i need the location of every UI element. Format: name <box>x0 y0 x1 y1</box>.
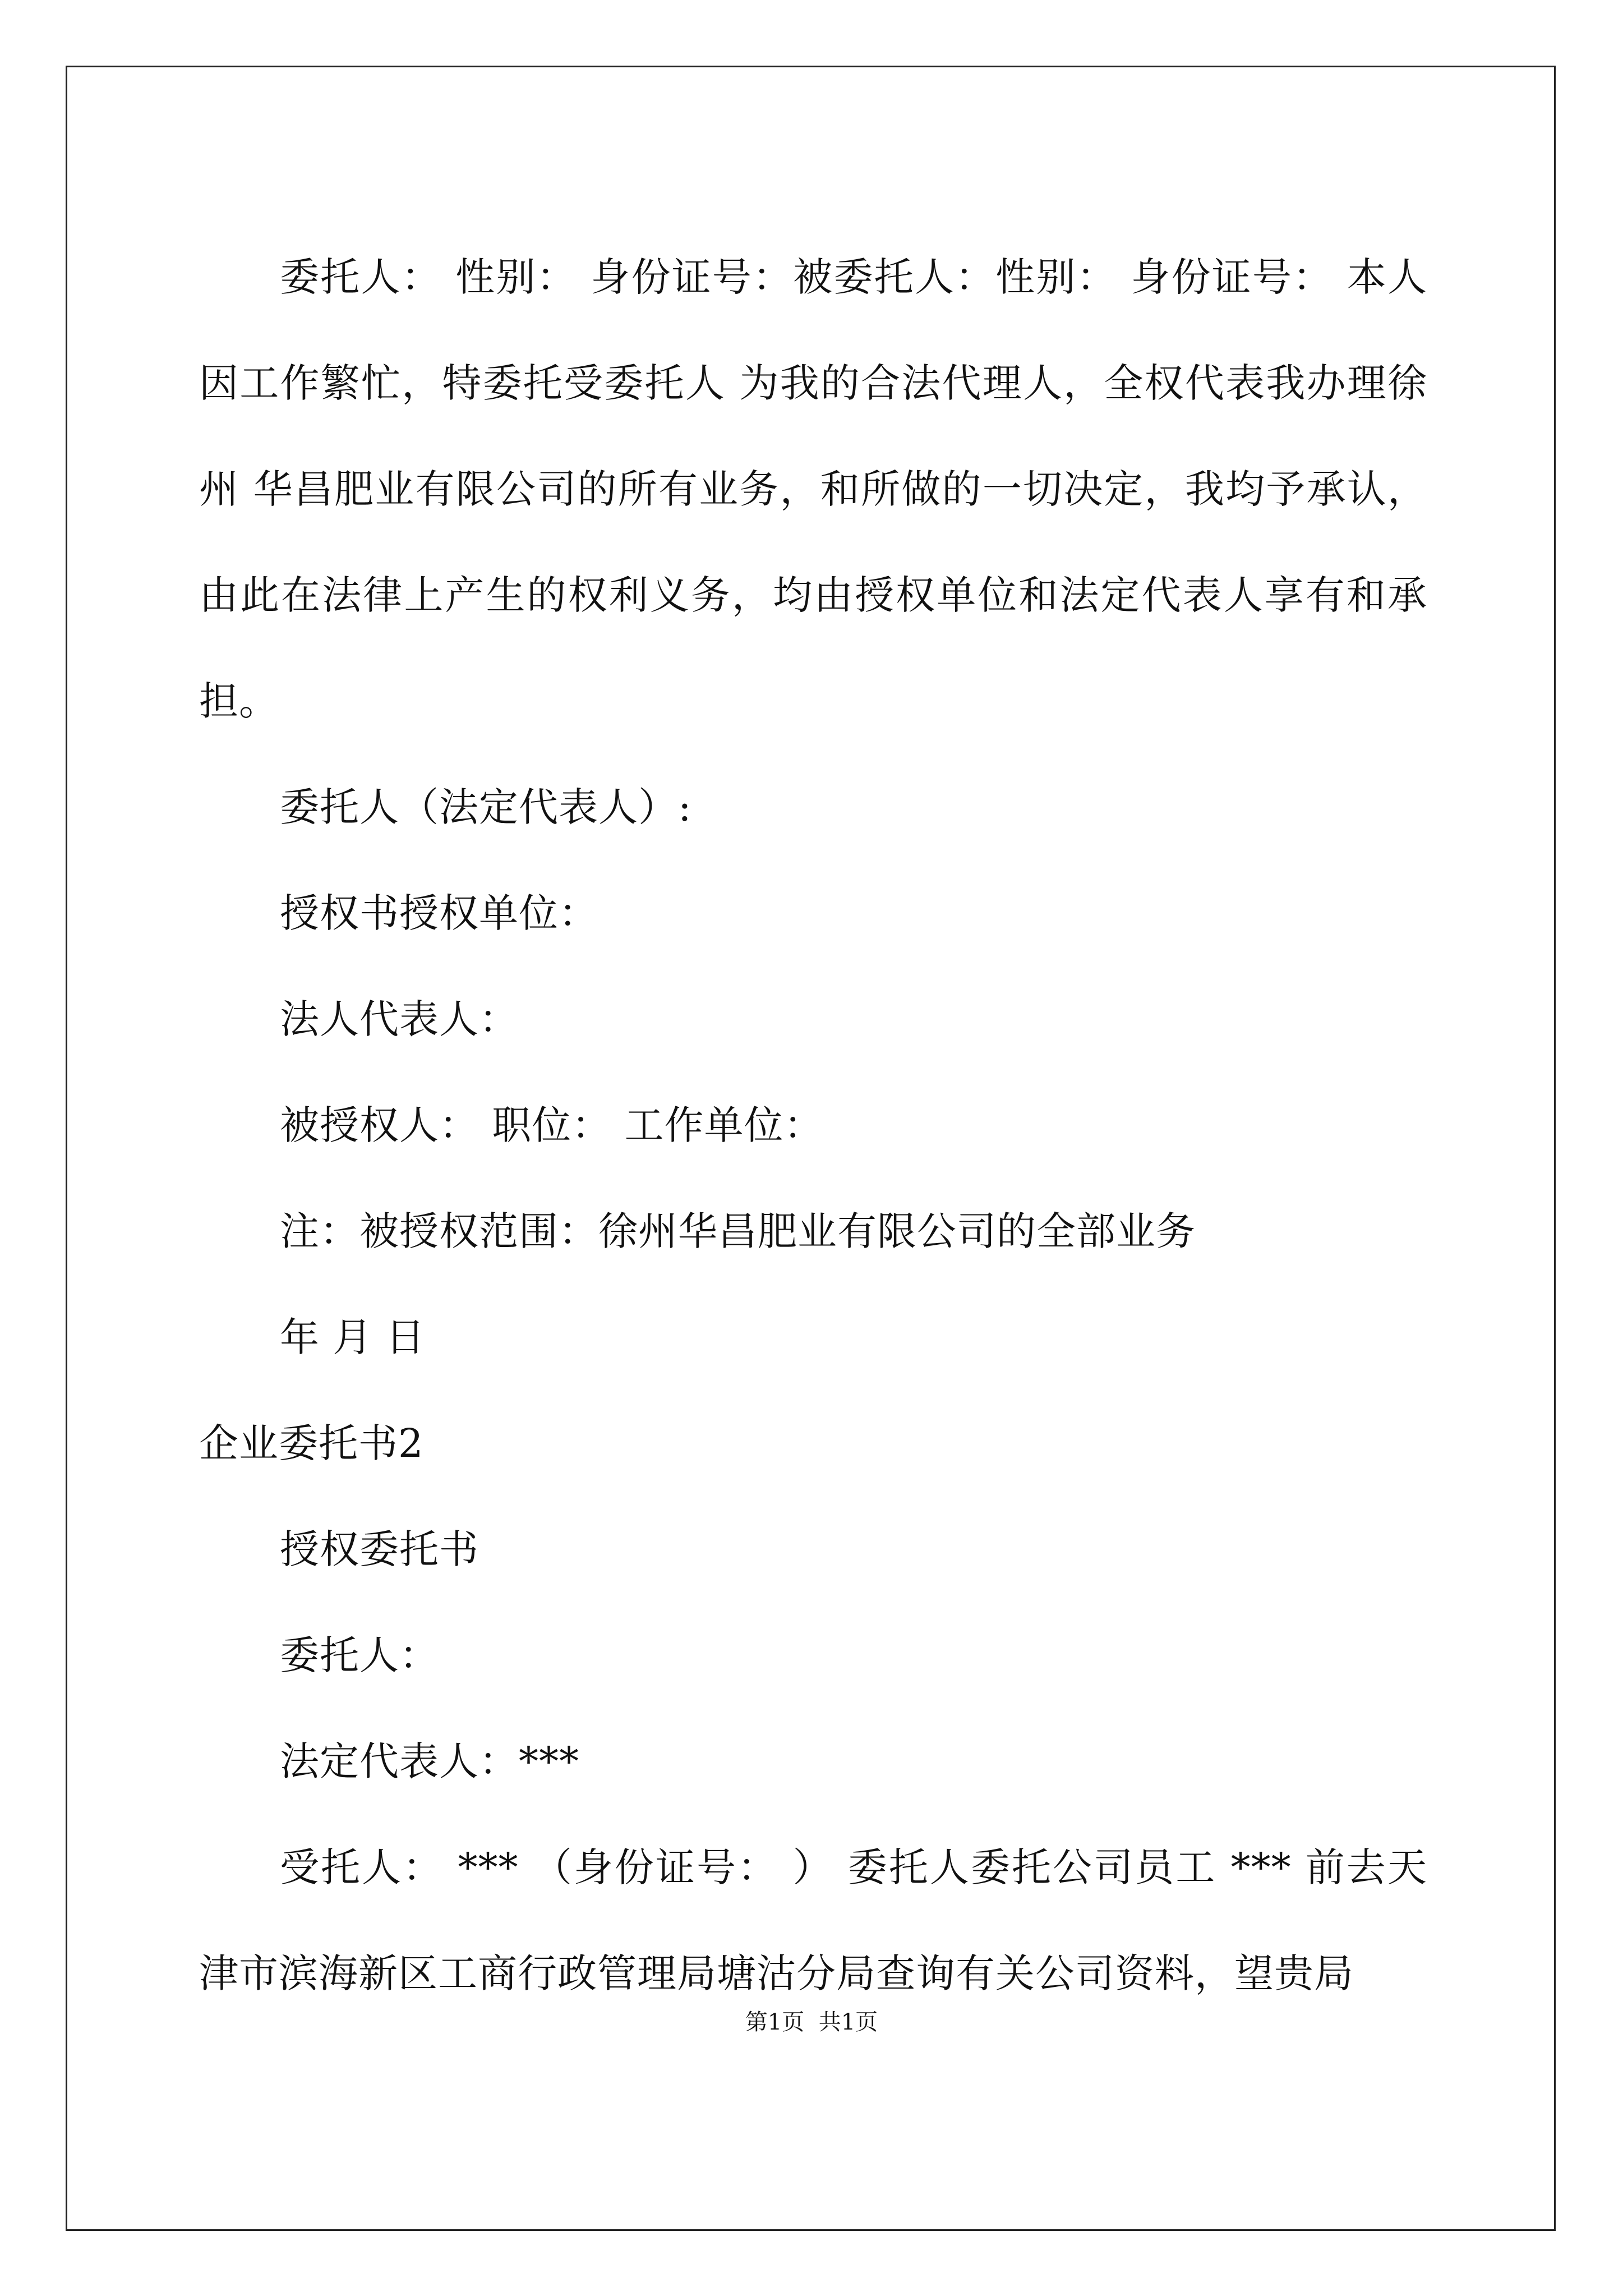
principal-line: 委托人： <box>280 1632 439 1678</box>
entrustment-paragraph: 受托人： *** （身份证号： ） 委托人委托公司员工 *** 前去天津市滨海新区工商行政管理局塘沽分局查询有关公司资料，望贵局 <box>199 1844 1427 1996</box>
section-heading: 企业委托书2 <box>199 1420 424 1466</box>
document-body <box>199 224 1427 2027</box>
legal-rep-masked-line: 法定代表人：*** <box>280 1738 579 1784</box>
authorization-paragraph: 委托人： 性别： 身份证号：被委托人：性别： 身份证号： 本人因工作繁忙，特委托受委托人 为我的合法代理人，全权代表我办理徐州 华昌肥业有限公司的所有业务，和所做的一切决定，我均予承认，由此在法律上产生的权利义务，均由授权单位和法定代表人享有和承担。 <box>199 254 1427 724</box>
date-line: 年 月 日 <box>280 1314 426 1360</box>
scope-note-line: 注：被授权范围：徐州华昌肥业有限公司的全部业务 <box>280 1208 1196 1254</box>
principal-legal-rep-line: 委托人（法定代表人）: <box>280 784 692 830</box>
page-footer: 第1页 共1页 <box>745 2009 878 2035</box>
authorized-person-line: 被授权人： 职位： 工作单位： <box>280 1102 824 1148</box>
authorizing-unit-line: 授权书授权单位： <box>280 890 598 936</box>
legal-representative-line: 法人代表人： <box>280 996 519 1042</box>
document-title: 授权委托书 <box>280 1526 479 1572</box>
